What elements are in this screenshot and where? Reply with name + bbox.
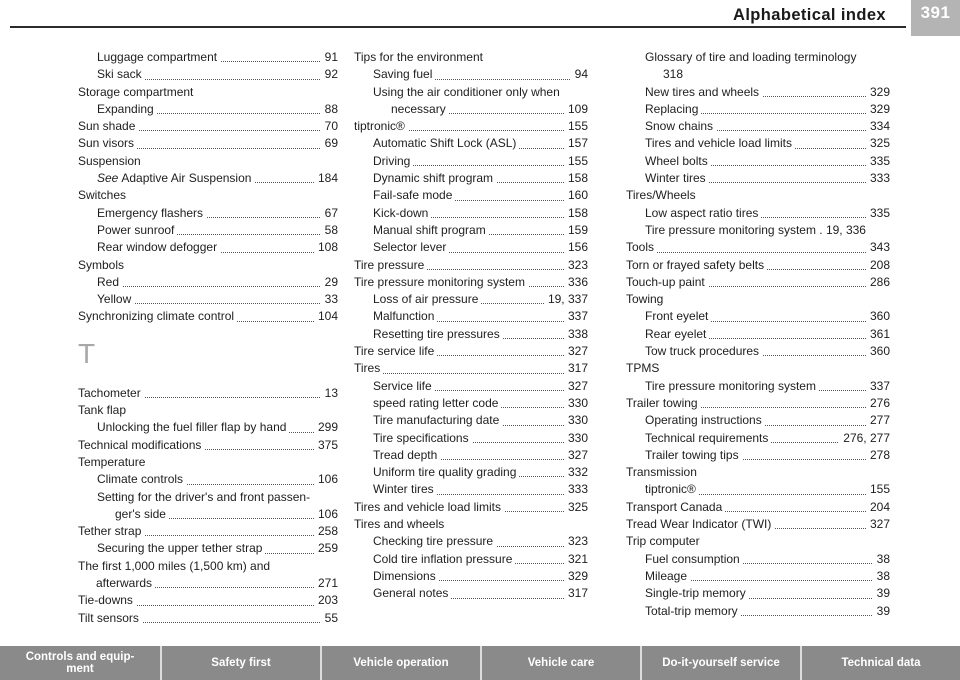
index-subentry[interactable]	[78, 274, 338, 291]
entry-text: Transport Canada	[626, 500, 725, 514]
index-subentry[interactable]	[78, 239, 338, 256]
page-ref[interactable]: 334	[866, 118, 890, 135]
entry-text: Replacing	[645, 102, 701, 116]
entry-text: Tires and vehicle load limits	[354, 500, 504, 514]
index-entry[interactable]	[78, 454, 338, 471]
page-ref[interactable]: 33	[321, 291, 338, 308]
entry-text: Trailer towing	[626, 396, 701, 410]
index-subentry[interactable]	[78, 66, 338, 83]
entry-text: Rear eyelet	[645, 327, 709, 341]
page-ref[interactable]: 13	[321, 385, 338, 402]
index-subentry[interactable]	[354, 585, 588, 602]
index-entry[interactable]	[78, 592, 338, 609]
entry-text: Storage compartment	[78, 85, 196, 99]
index-subentry[interactable]	[626, 135, 890, 152]
page-ref[interactable]: 88	[321, 101, 338, 118]
page-ref[interactable]: 94	[571, 66, 588, 83]
entry-text: Tire manufacturing date	[373, 413, 502, 427]
page-ref[interactable]: 333	[564, 481, 588, 498]
page-ref[interactable]: 271	[314, 575, 338, 592]
page-ref[interactable]: 38	[873, 551, 890, 568]
entry-text: Yellow	[97, 292, 134, 306]
entry-continuation	[373, 101, 588, 118]
entry-text: Fuel consumption	[645, 552, 743, 566]
entry-text: speed rating letter code	[373, 396, 501, 410]
page-ref[interactable]: 38	[873, 568, 890, 585]
index-subentry[interactable]	[354, 551, 588, 568]
page-ref[interactable]: 323	[564, 257, 588, 274]
entry-text: General notes	[373, 586, 451, 600]
index-subentry[interactable]	[78, 205, 338, 222]
page-ref[interactable]: 157	[564, 135, 588, 152]
entry-continuation-text: afterwards	[96, 576, 155, 590]
footer-tab-label: Vehicle operation	[353, 657, 449, 669]
index-subentry[interactable]	[626, 447, 890, 464]
page-ref[interactable]: 155	[564, 153, 588, 170]
index-subentry[interactable]	[78, 101, 338, 118]
index-subentry[interactable]	[626, 49, 890, 84]
entry-text: Securing the upper tether strap	[97, 541, 265, 555]
page-ref[interactable]: 156	[564, 239, 588, 256]
page-ref[interactable]: 158	[564, 170, 588, 187]
index-subentry[interactable]	[626, 430, 890, 447]
index-subentry[interactable]	[626, 205, 890, 222]
page-ref[interactable]: 106	[314, 471, 338, 488]
index-entry[interactable]	[78, 610, 338, 627]
page-ref[interactable]: 333	[866, 170, 890, 187]
leader-dots	[97, 286, 338, 287]
index-entry[interactable]	[354, 516, 588, 533]
entry-text: Tires/Wheels	[626, 188, 699, 202]
footer-tab-4[interactable]	[642, 646, 800, 680]
index-column-3	[626, 49, 890, 620]
index-subentry[interactable]	[626, 551, 890, 568]
page-ref[interactable]: 259	[314, 540, 338, 557]
entry-text: Symbols	[78, 258, 127, 272]
footer-tab-label: Safety first	[211, 657, 271, 669]
index-subentry[interactable]	[626, 153, 890, 170]
entry-text: Expanding	[97, 102, 157, 116]
index-subentry[interactable]	[354, 430, 588, 447]
page-title: Alphabetical index	[733, 6, 886, 24]
page-ref[interactable]: 91	[321, 49, 338, 66]
page-ref[interactable]: 335	[866, 205, 890, 222]
see-reference-label: See	[97, 171, 121, 185]
entry-text: Temperature	[78, 455, 148, 469]
footer-tab-label: Controls and equip- ment	[25, 651, 135, 675]
entry-text: Tires and vehicle load limits	[645, 136, 795, 150]
entry-text: Operating instructions	[645, 413, 765, 427]
page-ref[interactable]: 108	[314, 239, 338, 256]
index-entry[interactable]	[354, 274, 588, 291]
index-entry[interactable]	[354, 118, 588, 135]
entry-text: Suspension	[78, 154, 144, 168]
footer-tab-5[interactable]	[802, 646, 960, 680]
entry-text: Tie-downs	[78, 593, 136, 607]
page-ref[interactable]: 155	[564, 118, 588, 135]
entry-continuation-text: necessary	[391, 102, 449, 116]
entry-text: Rear window defogger	[97, 240, 220, 254]
entry-text: Red	[97, 275, 122, 289]
index-subentry[interactable]	[626, 308, 890, 325]
entry-text: Technical requirements	[645, 431, 771, 445]
index-entry[interactable]	[626, 533, 890, 550]
entry-text: Glossary of tire and loading terminology	[645, 50, 859, 64]
index-subentry[interactable]	[78, 489, 338, 524]
index-entry[interactable]	[78, 84, 338, 101]
index-entry[interactable]	[78, 385, 338, 402]
entry-continuation	[645, 66, 890, 83]
index-subentry[interactable]	[78, 419, 338, 436]
page-number: 391	[920, 3, 951, 22]
page-ref[interactable]: 330	[564, 430, 588, 447]
entry-text: Low aspect ratio tires	[645, 206, 761, 220]
entry-text: Sun shade	[78, 119, 138, 133]
index-entry[interactable]	[78, 187, 338, 204]
entry-text: Emergency flashers	[97, 206, 206, 220]
index-subentry[interactable]	[354, 239, 588, 256]
entry-text: Tow truck procedures	[645, 344, 762, 358]
index-subentry[interactable]	[354, 568, 588, 585]
entry-text: Dimensions	[373, 569, 439, 583]
entry-text: Mileage	[645, 569, 690, 583]
index-subentry[interactable]	[354, 326, 588, 343]
entry-text: Tilt sensors	[78, 611, 142, 625]
index-entry[interactable]	[78, 402, 338, 419]
index-entry[interactable]	[626, 239, 890, 256]
index-subentry[interactable]	[354, 222, 588, 239]
index-subentry[interactable]	[354, 153, 588, 170]
entry-text: Winter tires	[373, 482, 437, 496]
index-subentry[interactable]	[354, 412, 588, 429]
index-entry[interactable]	[626, 464, 890, 481]
index-subentry[interactable]	[354, 135, 588, 152]
entry-text: Tire pressure	[354, 258, 427, 272]
page-ref[interactable]: 325	[866, 135, 890, 152]
page-ref[interactable]: 158	[564, 205, 588, 222]
page-ref[interactable]: 336	[564, 274, 588, 291]
entry-continuation	[97, 506, 338, 523]
index-entry[interactable]	[626, 360, 890, 377]
index-entry[interactable]	[78, 558, 338, 593]
page-ref[interactable]: 330	[564, 412, 588, 429]
page-ref[interactable]: 317	[564, 360, 588, 377]
entry-text: Tank flap	[78, 403, 129, 417]
entry-text: Uniform tire quality grading	[373, 465, 519, 479]
index-subentry[interactable]	[354, 170, 588, 187]
entry-text: Snow chains	[645, 119, 716, 133]
entry-text: Setting for the driver's and front passen-	[97, 490, 313, 504]
entry-continuation-text: 318	[663, 67, 686, 81]
page-ref[interactable]: 29	[321, 274, 338, 291]
index-subentry[interactable]	[626, 481, 890, 498]
index-entry[interactable]	[626, 274, 890, 291]
page-ref[interactable]: 92	[321, 66, 338, 83]
page-ref[interactable]: 69	[321, 135, 338, 152]
entry-text: Trip computer	[626, 534, 703, 548]
entry-text: New tires and wheels	[645, 85, 762, 99]
index-subentry[interactable]	[78, 170, 338, 187]
entry-text: Tire specifications	[373, 431, 472, 445]
page-ref[interactable]: 106	[314, 506, 338, 523]
index-subentry[interactable]	[626, 222, 890, 239]
page-number-tab	[911, 0, 960, 36]
page-ref[interactable]: 184	[314, 170, 338, 187]
index-subentry[interactable]	[626, 101, 890, 118]
index-entry[interactable]	[78, 257, 338, 274]
page-ref[interactable]: 337	[866, 378, 890, 395]
entry-text: Malfunction	[373, 309, 437, 323]
footer-tab-label: Vehicle care	[527, 657, 595, 669]
index-entry[interactable]	[626, 499, 890, 516]
index-entry[interactable]	[78, 135, 338, 152]
index-subentry[interactable]	[626, 585, 890, 602]
page-ref[interactable]: 39	[873, 585, 890, 602]
footer-tab-label: Technical data	[841, 657, 921, 669]
index-subentry[interactable]	[354, 395, 588, 412]
page-ref[interactable]: 323	[564, 533, 588, 550]
entry-text: TPMS	[626, 361, 662, 375]
entry-text: Tire pressure monitoring system	[354, 275, 528, 289]
page-ref[interactable]: 337	[564, 308, 588, 325]
footer-tab-1[interactable]	[162, 646, 320, 680]
entry-text: Torn or frayed safety belts	[626, 258, 767, 272]
entry-text: Tire pressure monitoring system . 19, 336	[645, 223, 869, 237]
entry-continuation	[78, 575, 338, 592]
page-ref[interactable]: 155	[866, 481, 890, 498]
entry-text: Manual shift program	[373, 223, 489, 237]
entry-text: Tread depth	[373, 448, 440, 462]
entry-text: Loss of air pressure	[373, 292, 481, 306]
page-ref[interactable]: 286	[866, 274, 890, 291]
index-subentry[interactable]	[626, 170, 890, 187]
entry-text: Touch-up paint	[626, 275, 708, 289]
index-subentry[interactable]	[354, 378, 588, 395]
index-entry[interactable]	[354, 360, 588, 377]
page-ref[interactable]: 67	[321, 205, 338, 222]
index-subentry[interactable]	[354, 66, 588, 83]
entry-text: Total-trip memory	[645, 604, 741, 618]
page-ref[interactable]: 299	[314, 419, 338, 436]
index-subentry[interactable]	[626, 343, 890, 360]
entry-text: Wheel bolts	[645, 154, 711, 168]
section-letter: T	[78, 337, 96, 369]
page-ref[interactable]: 325	[564, 499, 588, 516]
page-ref[interactable]: 335	[866, 153, 890, 170]
page-ref[interactable]: 258	[314, 523, 338, 540]
entry-text: Resetting tire pressures	[373, 327, 503, 341]
page-ref[interactable]: 104	[314, 308, 338, 325]
entry-text: Checking tire pressure	[373, 534, 496, 548]
index-subentry[interactable]	[354, 84, 588, 119]
entry-text: Technical modifications	[78, 438, 204, 452]
entry-text: Driving	[373, 154, 413, 168]
entry-text: Dynamic shift program	[373, 171, 496, 185]
page-ref[interactable]: 327	[564, 343, 588, 360]
entry-text: Tires	[354, 361, 383, 375]
page-ref[interactable]: 208	[866, 257, 890, 274]
entry-text: Saving fuel	[373, 67, 435, 81]
leader-dots	[354, 373, 588, 374]
index-column-2	[354, 49, 588, 603]
page-ref[interactable]: 343	[866, 239, 890, 256]
page-ref[interactable]: 375	[314, 437, 338, 454]
page-ref[interactable]: 277	[866, 412, 890, 429]
page-ref[interactable]: 329	[564, 568, 588, 585]
entry-text: Power sunroof	[97, 223, 177, 237]
page-ref[interactable]: 329	[866, 84, 890, 101]
entry-text: Using the air conditioner only when	[373, 85, 563, 99]
page-ref[interactable]: 58	[321, 222, 338, 239]
index-subentry[interactable]	[626, 603, 890, 620]
index-subentry[interactable]	[354, 205, 588, 222]
index-entry[interactable]	[78, 153, 338, 170]
footer-tab-2[interactable]	[322, 646, 480, 680]
entry-text: Trailer towing tips	[645, 448, 742, 462]
entry-text: Synchronizing climate control	[78, 309, 237, 323]
page-ref[interactable]: 278	[866, 447, 890, 464]
entry-text: Luggage compartment	[97, 50, 220, 64]
page-ref[interactable]: 360	[866, 343, 890, 360]
page-ref[interactable]: 19, 337	[544, 291, 588, 308]
index-entry[interactable]	[626, 187, 890, 204]
page-ref[interactable]: 327	[866, 516, 890, 533]
entry-text: The first 1,000 miles (1,500 km) and	[78, 559, 273, 573]
index-subentry[interactable]	[78, 222, 338, 239]
entry-text: Transmission	[626, 465, 700, 479]
leader-dots	[626, 252, 890, 253]
entry-text: tiptronic®	[354, 119, 408, 133]
index-entry[interactable]	[354, 257, 588, 274]
entry-text: Fail-safe mode	[373, 188, 455, 202]
page-ref[interactable]: 203	[314, 592, 338, 609]
index-entry[interactable]	[626, 257, 890, 274]
index-subentry[interactable]	[626, 84, 890, 101]
entry-text: Cold tire inflation pressure	[373, 552, 515, 566]
page-ref[interactable]: 317	[564, 585, 588, 602]
index-subentry[interactable]	[626, 118, 890, 135]
index-subentry[interactable]	[354, 291, 588, 308]
index-entry[interactable]	[78, 118, 338, 135]
index-subentry[interactable]	[354, 464, 588, 481]
index-subentry[interactable]	[626, 568, 890, 585]
entry-text: Tire pressure monitoring system	[645, 379, 819, 393]
index-subentry[interactable]	[354, 308, 588, 325]
index-subentry[interactable]	[354, 481, 588, 498]
entry-text: Towing	[626, 292, 666, 306]
index-subentry[interactable]	[354, 187, 588, 204]
footer-tab-label: Do-it-yourself service	[662, 657, 780, 669]
index-subentry[interactable]	[78, 540, 338, 557]
index-entry[interactable]	[626, 395, 890, 412]
entry-text: Switches	[78, 188, 129, 202]
page-ref[interactable]: 159	[564, 222, 588, 239]
entry-text: Tire service life	[354, 344, 437, 358]
entry-text: Automatic Shift Lock (ASL)	[373, 136, 519, 150]
entry-text: Adaptive Air Suspension	[121, 171, 254, 185]
index-entry[interactable]	[78, 437, 338, 454]
index-entry[interactable]	[354, 49, 588, 66]
page-ref[interactable]: 332	[564, 464, 588, 481]
entry-text: tiptronic®	[645, 482, 699, 496]
entry-continuation-text: ger's side	[115, 507, 169, 521]
index-subentry[interactable]	[78, 471, 338, 488]
entry-text: Tips for the environment	[354, 50, 486, 64]
page-ref[interactable]: 276, 277	[839, 430, 890, 447]
entry-text: Tether strap	[78, 524, 144, 538]
index-column-1	[78, 49, 338, 627]
page-ref[interactable]: 39	[873, 603, 890, 620]
index-entry[interactable]	[78, 523, 338, 540]
page-ref[interactable]: 55	[321, 610, 338, 627]
entry-text: Selector lever	[373, 240, 449, 254]
page-ref[interactable]: 329	[866, 101, 890, 118]
page-ref[interactable]: 327	[564, 378, 588, 395]
index-subentry[interactable]	[78, 291, 338, 308]
index-subentry[interactable]	[626, 412, 890, 429]
entry-text: Tires and wheels	[354, 517, 447, 531]
index-subentry[interactable]	[626, 326, 890, 343]
entry-text: Single-trip memory	[645, 586, 749, 600]
entry-text: Tread Wear Indicator (TWI)	[626, 517, 774, 531]
page-ref[interactable]: 276	[866, 395, 890, 412]
page-ref[interactable]: 361	[866, 326, 890, 343]
page-ref[interactable]: 338	[564, 326, 588, 343]
entry-text: Front eyelet	[645, 309, 711, 323]
page-ref[interactable]: 109	[564, 101, 588, 118]
index-entry[interactable]	[78, 308, 338, 325]
entry-text: Kick-down	[373, 206, 431, 220]
entry-text: Tools	[626, 240, 657, 254]
entry-text: Unlocking the fuel filler flap by hand	[97, 420, 289, 434]
page-ref[interactable]: 321	[564, 551, 588, 568]
index-subentry[interactable]	[354, 447, 588, 464]
index-entry[interactable]	[626, 291, 890, 308]
page-ref[interactable]: 70	[321, 118, 338, 135]
footer-tab-0[interactable]	[0, 646, 160, 680]
entry-text: Ski sack	[97, 67, 145, 81]
entry-text: Tachometer	[78, 386, 144, 400]
entry-text: Sun visors	[78, 136, 137, 150]
page-ref[interactable]: 330	[564, 395, 588, 412]
header-rule	[10, 26, 906, 28]
entry-text: Climate controls	[97, 472, 186, 486]
page-ref[interactable]: 360	[866, 308, 890, 325]
entry-text: Service life	[373, 379, 435, 393]
index-subentry[interactable]	[626, 378, 890, 395]
index-subentry[interactable]	[354, 533, 588, 550]
page-ref[interactable]: 327	[564, 447, 588, 464]
page-ref[interactable]: 204	[866, 499, 890, 516]
entry-text: Winter tires	[645, 171, 709, 185]
footer-tab-3[interactable]	[482, 646, 640, 680]
page-ref[interactable]: 160	[564, 187, 588, 204]
index-subentry[interactable]	[78, 49, 338, 66]
index-entry[interactable]	[354, 343, 588, 360]
index-entry[interactable]	[354, 499, 588, 516]
index-entry[interactable]	[626, 516, 890, 533]
